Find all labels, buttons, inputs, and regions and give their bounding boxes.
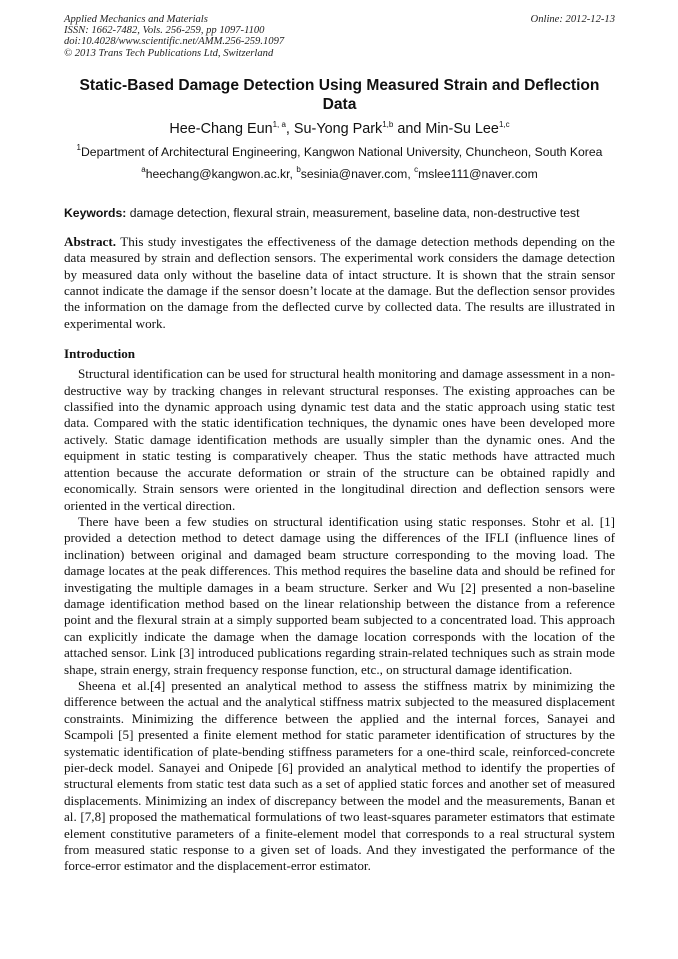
journal-header [64,14,615,59]
email-address[interactable]: sesinia@naver.com [300,166,408,181]
author-separator: , [285,120,294,137]
author-affiliation-mark: 1,b [382,119,394,129]
abstract [64,234,615,332]
journal-name: Applied Mechanics and Materials [64,14,208,25]
abstract-label: Abstract. [64,233,116,249]
keywords [64,205,615,221]
affiliation-mark: 1 [76,142,81,152]
author-affiliation-mark: 1,c [498,119,510,129]
keywords-label: Keywords: [64,205,127,220]
paper-title: Static-Based Damage Detection Using Measured Strain and Deflection Data [79,76,600,113]
email-separator: , [407,166,415,181]
affiliation-text: Department of Architectural Engineering, Kangwon National University, Chuncheon, South Korea [81,144,603,159]
journal-copyright: © 2013 Trans Tech Publications Ltd, Switzerland [64,47,274,59]
journal-issn: ISSN: 1662-7482, Vols. 256-259, pp 1097-1100 [64,25,265,37]
email-mark: c [414,164,419,174]
email-address[interactable]: heechang@kangwon.ac.kr [145,166,290,181]
email-address[interactable]: mslee111@naver.com [418,166,538,181]
email-separator: , [289,166,297,181]
abstract-text: This study investigates the effectiveness of the damage detection methods depending on the data measured by strain and deflection sensors. The experimental work considers the damage detection by measured data only without the baseline data of intact structure. It is shown that the strain sensor cannot indicate the damage if the sensor doesn’t locate at the damage. But the deflection sensor provides the information on the damage from the deflected curve by collected data. The results are illustrated in experimental work. [64,233,615,331]
author-separator: and [393,120,426,137]
author-name: Su-Yong Park [293,120,383,137]
affiliation [54,144,625,160]
online-date: Online: 2012-12-13 [530,14,615,25]
body-paragraph: There have been a few studies on structural identification using static responses. Stohr et al. [1] provided a detection method to detect damage using the differences of the IFLI (influence lines of inclination) between original and damaged beam structure corresponding to the moving load. The damage locates at the peak differences. This method requires the baseline data and should be refined for investigating the multiple damages in a beam structure. Serker and Wu [2] presented a non-baseline damage identification method based on the linear relationship between the distance from a reference point and the flexural strain at a simply supported beam subjected to a concentrated load. This approach can explicitly indicate the damage when the damage location corresponds with the location of the attached sensor. Link [3] introduced publications regarding strain-related techniques such as strain mode shape, strain energy, strain frequency response function, etc., on structural damage identification. [64,513,615,677]
journal-doi: doi:10.4028/www.scientific.net/AMM.256-259.1097 [64,36,285,48]
section-heading-introduction: Introduction [64,346,136,362]
paper-page [64,14,615,875]
author-name: Min-Su Lee [425,120,499,137]
email-mark: b [296,164,301,174]
keywords-text: damage detection, flexural strain, measurement, baseline data, non-destructive test [126,205,580,220]
email-mark: a [141,164,146,174]
author-affiliation-mark: 1, a [272,119,286,129]
email-list [64,166,615,182]
body-paragraph: Structural identification can be used for structural health monitoring and damage assessment in a non-destructive way by tracking changes in relevant structural responses. The existing approaches can be classified into the dynamic approach using dynamic test data and the static approach using static test data. Compared with the static identification techniques, the dynamic ones have been developed more actively. Static damage identification methods are usually simpler than the dynamic ones. And the equipment in static testing is comparatively cheaper. Thus the static methods have attracted much attention because the accurate deformation or strain of the structure can be obtained rapidly and economically. Strain sensors were oriented in the longitudinal direction and deflection sensors were oriented in the vertical direction. [64,366,615,513]
author-name: Hee-Chang Eun [169,120,273,137]
author-list [64,119,615,139]
body-paragraph: Sheena et al.[4] presented an analytical method to assess the stiffness matrix by minimizing the difference between the actual and the analytical stiffness matrix subjected to the measured displacement constraints. Minimizing the difference between the applied and the internal forces, Sanayei and Scampoli [5] presented a finite element method for static parameter identification of structures by the systematic identification of plate-bending stiffness parameters for a one-third scale, reinforced-concrete pier-deck model. Sanayei and Onipede [6] provided an analytical method to identify the properties of structural elements from static test data such as a set of applied static forces and another set of measured displacements. Minimizing an index of discrepancy between the model and the measurements, Banan et al. [7,8] proposed the mathematical formulations of two least-squares parameter estimators that estimate element constitutive parameters of a finite-element model that corresponds to a real structural system from measured static response to a given set of loads. And they investigated the performance of the force-error estimator and the displacement-error estimator. [64,677,615,874]
